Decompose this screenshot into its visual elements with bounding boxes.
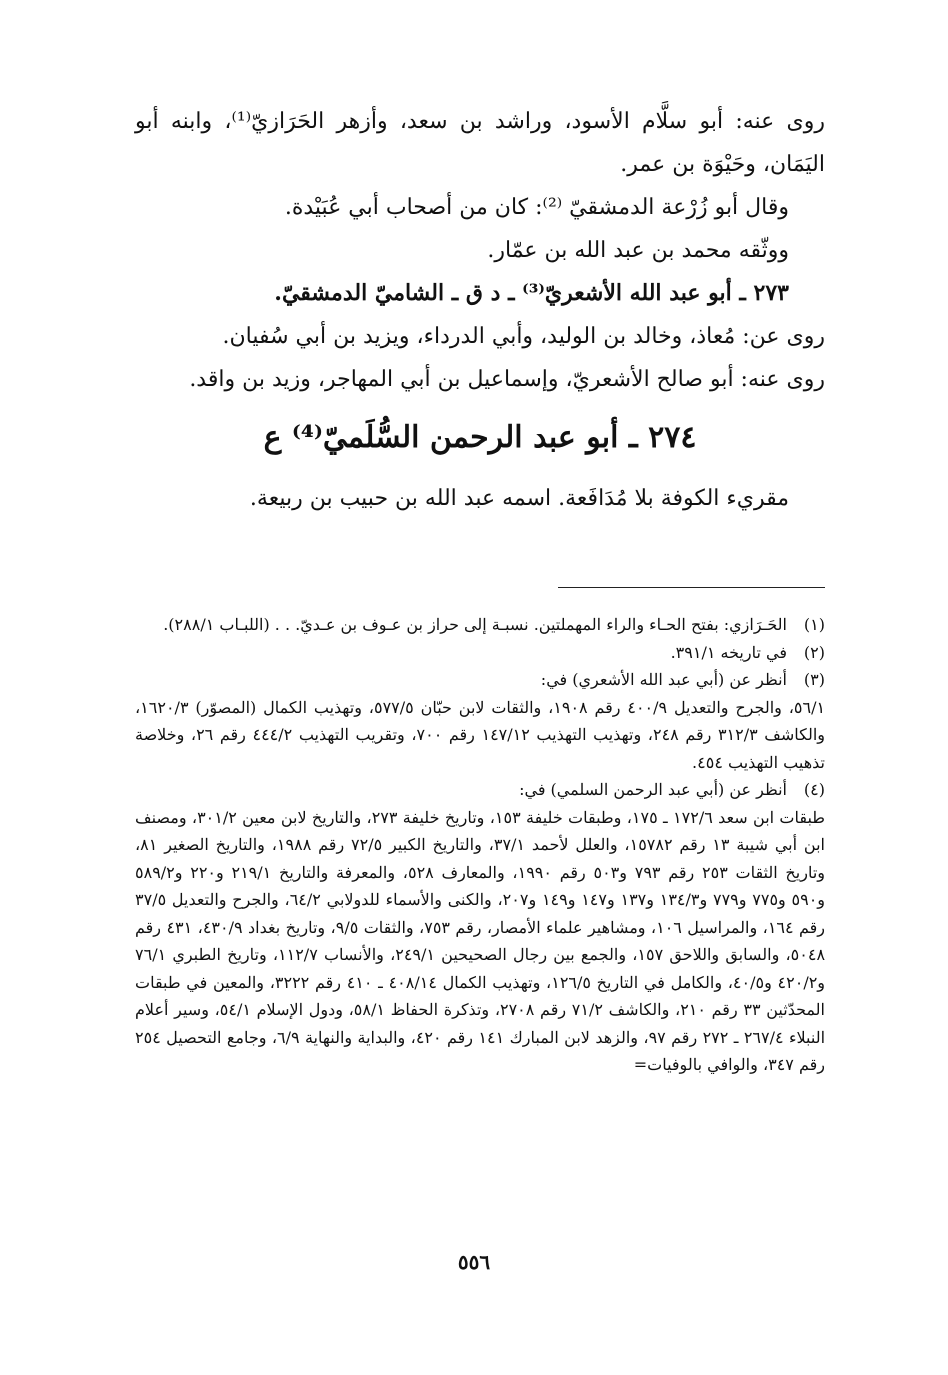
ibn-ammar-statement: ووثّقه محمد بن عبد الله بن عمّار. [487,238,789,263]
footnote-4-body: طبقات ابن سعد ١٧٢/٦ ـ ١٧٥، وطبقات خليفة ١٥٣، وتاريخ خليفة ٢٧٣، والتاريخ لابن معين ٣٠١/٢، ومصنف ابن أبي شيبة ١٣ رقم ١٥٧٨٢، والعلل لأحمد ٣٧/١، والتاريخ الكبير ٧٢/٥ رقم ١٩٨٨، والتاريخ الصغير ٨١، وتاريخ الثقات ٢٥٣ رقم ٧٩٣ و٥٠٣ رقم ١٩٩٠، والمعارف ٥٢٨، والمعرفة والتاريخ ٢١٩/١ و٢٢٠ و٥٨٩/٢ و٥٩٠ و٧٧٥ و٧٧٩ و١٣٤/٣ و١٣٧ و١٤٧ و١٤٩ و٢٠٧، والكنى والأسماء للدولابي ٦٤/٢، والجرح والتعديل ٣٧/٥ رقم ١٦٤، والمراسيل ١٠٦، ومشاهير علماء الأمصار، رقم ٧٥٣، والثقات ٩/٥، وتاريخ بغداد ٤٣٠/٩، ٤٣١ رقم ٥٠٤٨، والسابق واللاحق ١٥٧، والجمع بين رجال الصحيحين ٢٤٩/١، والأنساب ١١٢/٧، وتاريخ الطبري ٧٦/١ و٤٢٠/٢ و٤٠/٥، والكامل في التاريخ ١٢٦/٥، وتهذيب الكمال ٤٠٨/١٤ ـ ٤١٠ رقم ٣٢٢٢، والمعين في طبقات المحدّثين ٣٣ رقم ٢١٠، والكاشف ٧١/٢ رقم ٢٧٠٨، وتذكرة الحفاظ ٥٨/١، ودول الإسلام ٥٤/١، وسير أعلام النبلاء ٢٦٧/٤ ـ ٢٧٢ رقم ٩٧، والزهد لابن المبارك ١٤١ رقم ٤٢٠، والبداية والنهاية ٦/٩، وجامع التحصيل ٢٥٤ رقم ٣٤٧، والوافي بالوفيات= [135,807,826,1074]
footnote-text: أنظر عن (أبي عبد الرحمن السلمي) في: [519,780,787,799]
footnote-number: (٢) [803,642,825,662]
entry-274-description: مقريء الكوفة بلا مُدَافَعة. اسمه عبد الله بن حبيب بن ربيعة. [249,486,789,511]
entry-273-title: ٢٧٣ ـ أبو عبد الله الأشعريّ⁽³⁾ ـ د ق ـ الشاميّ الدمشقيّ. [274,280,789,306]
footnote-4 [135,776,825,804]
entry-273-narrated-from: روى عن: مُعاذ، وخالد بن الوليد، وأبي الدرداء، ويزيد بن أبي سُفيان. [222,324,825,349]
footnote-number: (١) [803,615,825,634]
footnote-number: (٤) [803,780,825,799]
footnote-text: الحَـرَازي: بفتح الحـاء والراء المهملتين. نسبـة إلى حراز بن عـوف بن عـديّ. . . (اللبـاب ٢٨٨/١). [163,615,787,634]
main-text [135,100,825,520]
footnote-3-body: ٥٦/١، والجرح والتعديل ٤٠٠/٩ رقم ١٩٠٨، والثقات لابن حبّان ٥٧٧/٥، وتهذيب الكمال (المصوّر) ١٦٢٠/٣، والكاشف ٣١٢/٣ رقم ٢٤٨، وتهذيب التهذيب ١٤٧/١٢ رقم ٧٠٠، وتقريب التهذيب ٤٤٤/٢ رقم ٢٦، وخلاصة تذهيب التهذيب ٤٥٤. [135,697,826,772]
footnote-3 [135,666,825,694]
entry-274-heading: ٢٧٤ ـ أبو عبد الرحمن السُّلَميّ⁽⁴⁾ ع [263,420,697,455]
narrators-paragraph: روى عنه: أبو سلَّام الأسود، وراشد بن سعد، وأزهر الحَرَازيّ⁽¹⁾، وابنه أبو اليَمَان، وحَيْوَة بن عمر. [135,109,825,177]
footnote-number: (٣) [803,670,825,689]
footnote-2 [135,639,825,667]
footnote-text: أنظر عن (أبي عبد الله الأشعري) في: [540,670,787,689]
abu-zurah-statement: وقال أبو زُرْعة الدمشقيّ ⁽²⁾: كان من أصحاب أبي عُبَيْدة. [284,195,789,220]
entry-273-narrated-by: روى عنه: أبو صالح الأشعريّ، وإسماعيل بن أبي المهاجر، وزيد بن واقد. [189,367,825,392]
footnotes [135,611,825,1079]
footnote-text: في تاريخه ٣٩١/١. [670,642,787,662]
footnote-1 [135,611,825,639]
page-number: ٥٥٦ [457,1250,491,1274]
footnote-separator [558,587,825,588]
